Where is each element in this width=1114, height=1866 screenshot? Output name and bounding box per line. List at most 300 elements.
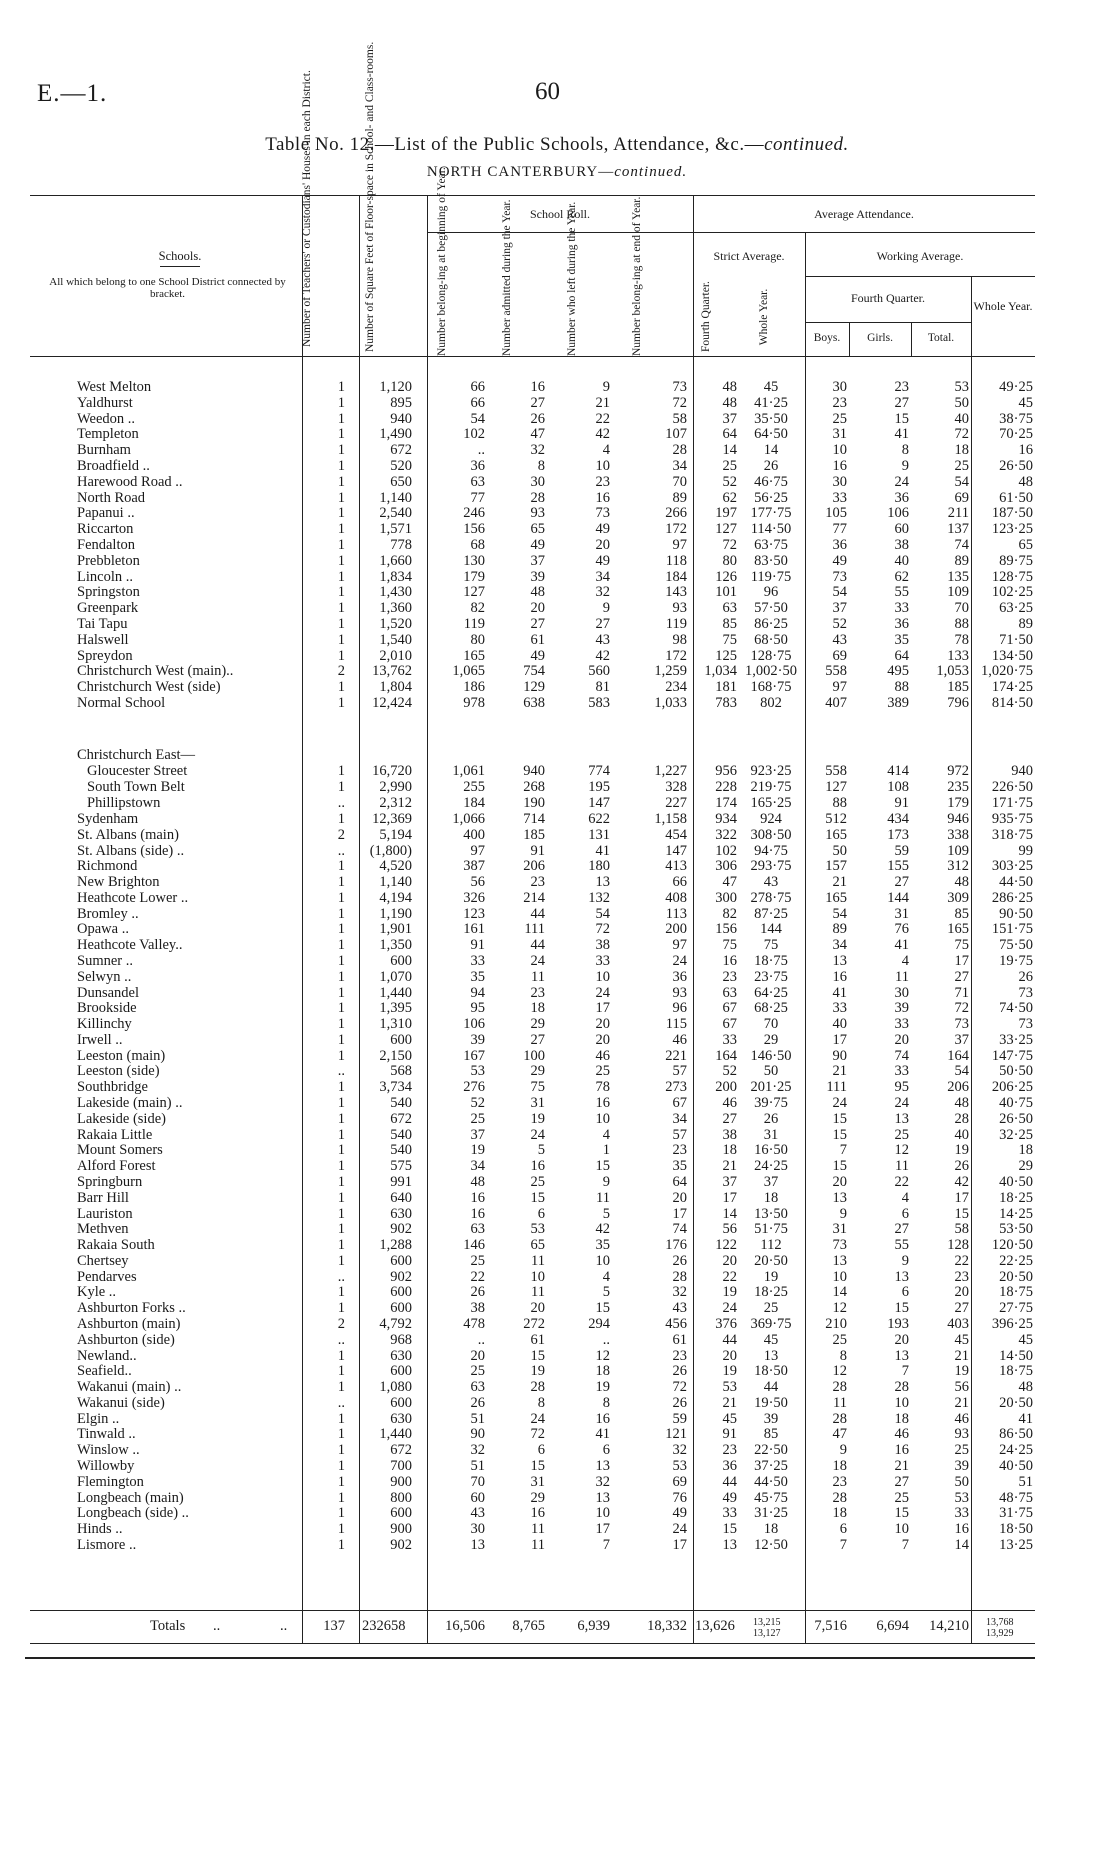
roll-end-cell: 59 [672, 1410, 687, 1427]
strict-whole-year-cell: 201·25 [750, 1079, 792, 1096]
boys-cell: 89 [832, 921, 847, 938]
school-name: Opawa .. [77, 921, 129, 938]
roll-left-cell: 10 [595, 1110, 610, 1127]
boys-cell: 15 [832, 1158, 847, 1175]
strict-fourth-quarter-cell: 20 [722, 1252, 737, 1269]
total-cell: 48 [954, 1095, 969, 1112]
roll-end-cell: 97 [672, 537, 687, 553]
strict-fourth-quarter-cell: 164 [715, 1047, 737, 1064]
strict-whole-year-cell: 39·75 [754, 1095, 788, 1112]
whole-year-cell: 48 [1018, 473, 1033, 490]
strict-whole-year-cell: 70 [763, 1016, 779, 1033]
roll-beginning-cell: 68 [470, 537, 485, 553]
boys-cell: 14 [832, 1284, 847, 1301]
girls-cell: 15 [894, 410, 909, 427]
school-name: Wakanui (side) [77, 1394, 165, 1411]
strict-whole-year-cell: 19 [763, 1268, 779, 1285]
roll-admitted-cell: 29 [530, 1063, 545, 1080]
strict-fourth-quarter-cell: 48 [722, 379, 737, 395]
strict-fourth-quarter-cell: 37 [722, 410, 737, 427]
teachers-houses-cell: 1 [337, 1205, 345, 1222]
boys-cell: 157 [825, 858, 847, 875]
roll-admitted-cell: 39 [530, 568, 545, 585]
boys-cell: 30 [832, 473, 847, 490]
roll-beginning-cell: 19 [470, 1142, 485, 1159]
strict-whole-year-cell: 64·50 [754, 426, 788, 443]
boys-cell: 558 [825, 763, 847, 779]
total-cell: 25 [954, 458, 969, 474]
roll-admitted-cell: 18 [530, 1000, 545, 1017]
roll-beginning-cell: 186 [463, 679, 485, 696]
teachers-houses-cell: 1 [337, 1347, 345, 1364]
whole-year-header: Whole Year. [973, 299, 1033, 313]
school-name: Hinds .. [77, 1521, 123, 1538]
roll-beginning-cell: 37 [470, 1126, 485, 1143]
roll-beginning-cell: 106 [463, 1016, 485, 1033]
girls-cell: 193 [887, 1315, 909, 1332]
girls-cell: 22 [894, 1173, 909, 1190]
floor-space-header: Number of Square Feet of Floor-space in School- and Class-rooms. [364, 41, 376, 352]
floor-space-cell: 13,762 [372, 663, 412, 680]
roll-end-cell: 32 [672, 1442, 687, 1459]
teachers-houses-cell: 1 [337, 1237, 345, 1254]
roll-end-cell: 93 [672, 600, 687, 617]
floor-space-cell: 1,070 [379, 968, 412, 985]
roll-admitted-cell: 29 [530, 1489, 545, 1506]
boys-cell: 15 [832, 1110, 847, 1127]
table-subtitle-main: NORTH CANTERBURY— [426, 164, 615, 180]
roll-beginning-cell: 36 [470, 458, 485, 474]
strict-whole-year-cell: 278·75 [750, 889, 792, 906]
roll-end-cell: 1,259 [654, 663, 687, 680]
total-cell: 796 [947, 695, 969, 711]
floor-space-cell: 4,792 [379, 1315, 412, 1332]
girls-cell: 64 [894, 647, 909, 664]
boys-cell: 18 [832, 1457, 847, 1474]
totals-label: Totals [150, 1618, 186, 1634]
roll-admitted-cell: 11 [531, 1252, 545, 1269]
floor-space-cell: 940 [390, 410, 412, 427]
total-cell: 75 [954, 937, 969, 954]
total-cell: 26 [954, 1158, 969, 1175]
roll-beginning-cell: 51 [470, 1410, 485, 1427]
girls-cell: 495 [887, 663, 909, 680]
totals-girls: 6,694 [876, 1618, 909, 1634]
girls-cell: 28 [894, 1379, 909, 1396]
teachers-houses-cell: 1 [337, 1489, 345, 1506]
strict-fourth-quarter-cell: 36 [722, 1457, 737, 1474]
totals-whole-1: 13,768 [986, 1617, 1014, 1628]
teachers-houses-cell: 1 [337, 1031, 345, 1048]
teachers-houses-header: Number of Teachers' or Custodians' Houses in each District. [301, 70, 313, 347]
school-name: Lakeside (side) [77, 1110, 166, 1127]
roll-admitted-cell: 61 [530, 1331, 545, 1348]
roll-left-cell: 46 [595, 1047, 610, 1064]
roll-left-cell: 19 [595, 1379, 610, 1396]
roll-end-cell: 1,158 [654, 811, 687, 827]
roll-beginning-cell: 39 [470, 1031, 485, 1048]
floor-space-cell: 1,571 [379, 521, 412, 538]
roll-beginning-cell: 77 [470, 489, 485, 506]
roll-beginning-cell: 56 [470, 874, 485, 891]
strict-whole-year-cell: 57·50 [754, 600, 788, 617]
school-name: Rakaia Little [77, 1126, 153, 1143]
roll-end-cell: 57 [672, 1126, 687, 1143]
totals-dots: .. [213, 1618, 221, 1634]
girls-cell: 13 [894, 1347, 909, 1364]
school-name: Ashburton (main) [77, 1315, 181, 1332]
roll-admitted-cell: 75 [530, 1079, 545, 1096]
roll-admitted-cell: 24 [530, 1410, 545, 1427]
whole-year-cell: 935·75 [991, 811, 1033, 827]
school-name: Halswell [77, 631, 129, 648]
school-name: Leeston (main) [77, 1047, 166, 1064]
strict-whole-year-cell: 1,002·50 [745, 663, 797, 680]
roll-beginning-cell: 94 [470, 984, 485, 1001]
teachers-houses-cell: 1 [337, 1126, 345, 1143]
teachers-houses-cell: .. [337, 1331, 345, 1348]
boys-cell: 30 [832, 379, 847, 395]
roll-beginning-header: Number belong-ing at beginning of Year. [436, 167, 448, 356]
teachers-houses-cell: 1 [337, 379, 345, 395]
roll-end-cell: 200 [665, 921, 687, 938]
strict-whole-year-cell: 86·25 [754, 616, 788, 632]
roll-beginning-cell: 70 [470, 1473, 485, 1490]
strict-fourth-quarter-cell: 126 [715, 568, 737, 585]
teachers-houses-cell: 1 [337, 679, 345, 696]
girls-cell: 9 [901, 458, 909, 474]
boys-cell: 16 [832, 968, 847, 985]
roll-beginning-cell: 276 [463, 1079, 485, 1096]
floor-space-cell: 540 [390, 1095, 412, 1112]
roll-end-cell: 119 [665, 616, 687, 632]
teachers-houses-cell: 1 [337, 1473, 345, 1490]
roll-end-cell: 57 [672, 1063, 687, 1080]
total-cell: 53 [954, 1489, 969, 1506]
floor-space-cell: 1,834 [379, 568, 412, 585]
school-name: Southbridge [77, 1079, 148, 1096]
whole-year-cell: 18·50 [999, 1521, 1033, 1538]
strict-whole-year-cell: 165·25 [750, 795, 792, 811]
roll-beginning-cell: 63 [470, 1379, 485, 1396]
total-cell: 137 [947, 521, 969, 538]
totals-end: 18,332 [647, 1618, 687, 1634]
roll-beginning-cell: 30 [470, 1521, 485, 1538]
average-attendance-header: Average Attendance. [814, 207, 914, 221]
teachers-houses-cell: 1 [337, 937, 345, 954]
strict-fourth-quarter-header: Fourth Quarter. [700, 281, 712, 352]
boys-cell: 34 [832, 937, 847, 954]
boys-cell: 28 [832, 1489, 847, 1506]
strict-whole-year-cell: 41·25 [754, 394, 788, 411]
strict-whole-year-cell: 31·25 [754, 1505, 788, 1522]
school-name: Springston [77, 584, 140, 601]
school-name: Heathcote Lower .. [77, 889, 189, 906]
school-name: Longbeach (main) [77, 1489, 184, 1506]
strict-fourth-quarter-cell: 67 [722, 1000, 737, 1017]
whole-year-cell: 303·25 [991, 858, 1033, 875]
total-cell: 72 [954, 426, 969, 443]
boys-cell: 165 [825, 889, 847, 906]
school-name: Yaldhurst [77, 394, 133, 411]
strict-whole-year-cell: 293·75 [750, 858, 792, 875]
boys-cell: 52 [832, 616, 847, 632]
strict-whole-year-cell: 19·50 [754, 1394, 788, 1411]
strict-fourth-quarter-cell: 82 [722, 905, 737, 922]
roll-admitted-cell: 100 [523, 1047, 545, 1064]
floor-space-cell: 1,360 [379, 600, 412, 617]
roll-end-cell: 89 [672, 489, 687, 506]
total-cell: 946 [947, 811, 969, 827]
whole-year-cell: 102·25 [991, 584, 1033, 601]
roll-admitted-cell: 16 [530, 1505, 545, 1522]
teachers-houses-cell: 1 [337, 779, 345, 795]
school-name: Brookside [77, 1000, 137, 1017]
strict-fourth-quarter-cell: 75 [722, 631, 737, 648]
header-bottom-rule [30, 356, 1035, 357]
school-name: Harewood Road .. [77, 473, 183, 490]
whole-year-cell: 65 [1018, 537, 1033, 553]
roll-admitted-cell: 111 [524, 921, 545, 938]
total-header: Total. [927, 332, 955, 344]
total-cell: 23 [954, 1268, 969, 1285]
roll-end-cell: 72 [672, 1379, 687, 1396]
whole-year-cell: 48 [1018, 1379, 1033, 1396]
roll-end-cell: 172 [665, 647, 687, 664]
school-name: Papanui .. [77, 505, 135, 522]
teachers-houses-cell: 1 [337, 1158, 345, 1175]
roll-end-cell: 53 [672, 1457, 687, 1474]
roll-end-cell: 69 [672, 1473, 687, 1490]
total-cell: 972 [947, 763, 969, 779]
roll-left-cell: 8 [602, 1394, 610, 1411]
whole-year-cell: 814·50 [991, 695, 1033, 711]
total-cell: 309 [947, 889, 969, 906]
roll-admitted-cell: 15 [530, 1347, 545, 1364]
school-name: North Road [77, 489, 146, 506]
total-cell: 109 [947, 584, 969, 601]
floor-space-cell: 1,120 [379, 379, 412, 395]
total-cell: 70 [954, 600, 969, 617]
total-cell: 33 [954, 1505, 969, 1522]
boys-cell: 18 [832, 1505, 847, 1522]
boys-cell: 13 [832, 953, 847, 970]
floor-space-cell: 800 [390, 1489, 412, 1506]
school-name: Elgin .. [77, 1410, 120, 1427]
total-cell: 21 [954, 1347, 969, 1364]
teachers-houses-cell: 1 [337, 1016, 345, 1033]
roll-left-cell: 32 [595, 584, 610, 601]
floor-space-cell: 968 [390, 1331, 412, 1348]
total-cell: 58 [954, 1221, 969, 1238]
roll-end-cell: 72 [672, 394, 687, 411]
school-name: Weedon .. [77, 410, 136, 427]
school-name: Spreydon [77, 647, 133, 664]
roll-beginning-cell: 161 [463, 921, 485, 938]
strict-whole-year-cell: 45 [763, 379, 779, 395]
school-name: Fendalton [77, 537, 135, 553]
whole-year-cell: 74·50 [999, 1000, 1033, 1017]
strict-fourth-quarter-cell: 376 [715, 1315, 737, 1332]
strict-fourth-quarter-cell: 25 [722, 458, 737, 474]
roll-left-cell: 78 [595, 1079, 610, 1096]
strict-whole-year-cell: 23·75 [754, 968, 788, 985]
teachers-houses-cell: 1 [337, 811, 345, 827]
roll-left-cell: 25 [595, 1063, 610, 1080]
girls-cell: 389 [887, 695, 909, 711]
roll-left-cell: 195 [588, 779, 610, 795]
teachers-houses-cell: 1 [337, 889, 345, 906]
whole-year-cell: 128·75 [991, 568, 1033, 585]
strict-fourth-quarter-cell: 101 [715, 584, 737, 601]
roll-admitted-cell: 16 [530, 379, 545, 395]
teachers-houses-cell: 1 [337, 584, 345, 601]
floor-space-cell: 1,350 [379, 937, 412, 954]
school-name: Phillipstown [87, 795, 161, 811]
total-cell: 185 [947, 679, 969, 696]
teachers-houses-cell: 1 [337, 394, 345, 411]
teachers-houses-cell: 1 [337, 1189, 345, 1206]
teachers-houses-cell: 1 [337, 473, 345, 490]
strict-fourth-quarter-cell: 72 [722, 537, 737, 553]
roll-admitted-cell: 754 [523, 663, 545, 680]
roll-beginning-cell: 54 [470, 410, 485, 427]
roll-left-cell: 34 [595, 568, 610, 585]
strict-fourth-quarter-cell: 19 [722, 1284, 737, 1301]
roll-beginning-cell: 13 [470, 1536, 485, 1553]
floor-space-cell: 2,150 [379, 1047, 412, 1064]
roll-admitted-cell: 8 [537, 458, 545, 474]
totals-space: 232658 [362, 1618, 406, 1634]
roll-left-cell: 17 [595, 1521, 610, 1538]
teachers-houses-cell: 1 [337, 763, 345, 779]
roll-end-cell: 36 [672, 968, 687, 985]
strict-whole-year-cell: 85 [763, 1426, 779, 1443]
strict-fourth-quarter-cell: 23 [722, 968, 737, 985]
roll-left-cell: 32 [595, 1473, 610, 1490]
roll-end-cell: 227 [665, 795, 687, 811]
teachers-houses-cell: 1 [337, 631, 345, 648]
floor-space-cell: 640 [390, 1189, 412, 1206]
roll-left-cell: 4 [602, 1126, 610, 1143]
teachers-houses-cell: 1 [337, 647, 345, 664]
total-cell: 40 [954, 410, 969, 427]
strict-average-header: Strict Average. [713, 249, 785, 263]
school-name: Ashburton (side) [77, 1331, 175, 1348]
girls-cell: 55 [894, 1237, 909, 1254]
roll-admitted-cell: 268 [523, 779, 545, 795]
total-cell: 128 [947, 1237, 969, 1254]
strict-whole-year-cell: 144 [760, 921, 782, 938]
roll-end-cell: 121 [665, 1426, 687, 1443]
school-name: Christchurch West (side) [77, 679, 221, 696]
strict-fourth-quarter-cell: 67 [722, 1016, 737, 1033]
roll-beginning-cell: 16 [470, 1189, 485, 1206]
whole-year-cell: 171·75 [991, 795, 1033, 811]
whole-year-cell: 1,020·75 [981, 663, 1033, 680]
strict-fourth-quarter-cell: 46 [722, 1095, 737, 1112]
teachers-houses-cell: 1 [337, 905, 345, 922]
boys-cell: 23 [832, 394, 847, 411]
whole-year-cell: 14·25 [999, 1205, 1033, 1222]
whole-year-cell: 18·75 [999, 1284, 1033, 1301]
roll-beginning-cell: 63 [470, 473, 485, 490]
strict-fourth-quarter-cell: 13 [722, 1536, 737, 1553]
roll-left-cell: 54 [595, 905, 610, 922]
strict-fourth-quarter-cell: 52 [722, 1063, 737, 1080]
roll-admitted-cell: 27 [530, 394, 545, 411]
strict-whole-year-cell: 45 [763, 1331, 779, 1348]
roll-end-cell: 118 [665, 552, 687, 569]
girls-cell: 74 [894, 1047, 909, 1064]
school-name: Ashburton Forks .. [77, 1300, 186, 1317]
girls-cell: 155 [887, 858, 909, 875]
school-name: Dunsandel [77, 984, 140, 1001]
strict-fourth-quarter-cell: 48 [722, 394, 737, 411]
roll-left-cell: 16 [595, 489, 610, 506]
floor-space-cell: 1,140 [379, 489, 412, 506]
floor-space-cell: 1,395 [379, 1000, 412, 1017]
strict-fourth-quarter-cell: 33 [722, 1031, 737, 1048]
boys-cell: 24 [832, 1095, 847, 1112]
roll-left-cell: 49 [595, 521, 610, 538]
strict-whole-year-cell: 802 [760, 695, 782, 711]
whole-year-cell: 26·50 [999, 458, 1033, 474]
floor-space-cell: 540 [390, 1126, 412, 1143]
girls-cell: 33 [894, 1063, 909, 1080]
girls-cell: 88 [894, 679, 909, 696]
school-name: Sydenham [77, 811, 139, 827]
strict-fourth-quarter-cell: 306 [715, 858, 737, 875]
roll-end-cell: 23 [672, 1142, 687, 1159]
total-cell: 135 [947, 568, 969, 585]
roll-end-cell: 28 [672, 442, 687, 459]
school-name: Wakanui (main) .. [77, 1379, 182, 1396]
boys-cell: 12 [832, 1363, 847, 1380]
boys-cell: 558 [825, 663, 847, 680]
school-roll-rule [427, 232, 693, 233]
whole-year-cell: 38·75 [999, 410, 1033, 427]
strict-fourth-quarter-cell: 156 [715, 921, 737, 938]
boys-cell: 10 [832, 1268, 847, 1285]
teachers-houses-cell: 1 [337, 1173, 345, 1190]
boys-cell: 17 [832, 1031, 847, 1048]
strict-whole-year-cell: 112 [760, 1237, 782, 1254]
boys-cell: 36 [832, 537, 847, 553]
boys-cell: 165 [825, 826, 847, 843]
girls-cell: 36 [894, 489, 909, 506]
girls-cell: 24 [894, 1095, 909, 1112]
floor-space-cell: 600 [390, 1363, 412, 1380]
girls-cell: 39 [894, 1000, 909, 1017]
girls-cell: 16 [894, 1442, 909, 1459]
floor-space-cell: 4,194 [379, 889, 412, 906]
boys-cell: 88 [832, 795, 847, 811]
roll-end-cell: 28 [672, 1268, 687, 1285]
roll-end-cell: 26 [672, 1363, 687, 1380]
roll-end-cell: 184 [665, 568, 687, 585]
roll-end-cell: 61 [672, 1331, 687, 1348]
roll-left-cell: 72 [595, 921, 610, 938]
girls-cell: 27 [894, 874, 909, 891]
teachers-houses-cell: 1 [337, 1379, 345, 1396]
boys-cell: 28 [832, 1379, 847, 1396]
total-cell: 18 [954, 442, 969, 459]
boys-cell: 10 [832, 442, 847, 459]
strict-fourth-quarter-cell: 63 [722, 600, 737, 617]
whole-year-cell: 26·50 [999, 1110, 1033, 1127]
roll-left-cell: 41 [595, 842, 610, 859]
